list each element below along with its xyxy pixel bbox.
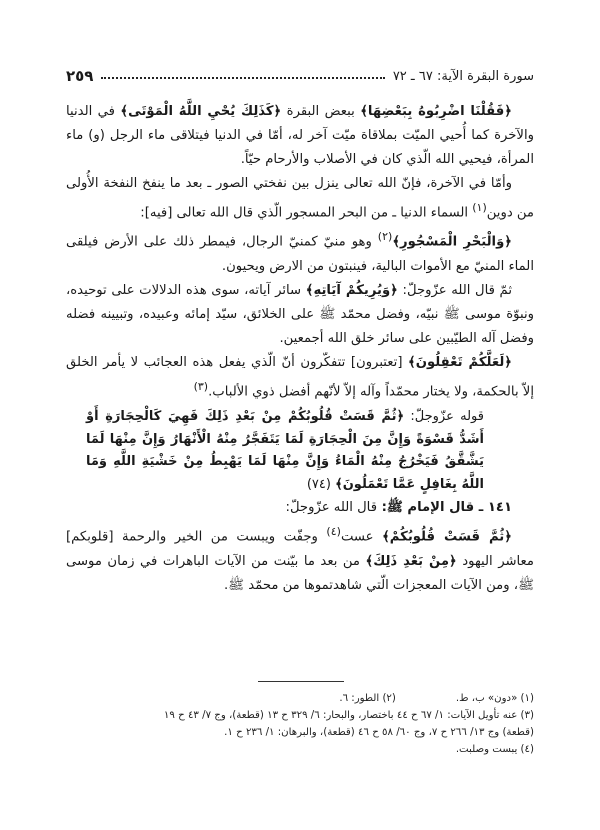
quran-quote: ﴿فَقُلْنَا اضْرِبُوهُ بِبَعْضِهَا﴾ [360,104,512,119]
footnote-4: (٤) يبست وصلبت. [455,744,534,755]
quran-quote: ﴿وَالْبَحْرِ الْمَسْجُورِ﴾ [392,234,512,250]
paragraph-text: [تعتبرون] تتفكّرون أنّ الّذي يفعل هذه العجائب لا يأمر الخلق إلاّ بالحكمة، ولا يختار محمّداً وآله إلاّ لأنّهم أفضل ذوي الألباب. [66,354,534,400]
page-header [66,64,534,88]
footnote-3-line-1: (٣) عنه تأويل الآيات: ١/ ٦٧ ح ٤٤ باختصار، والبحار: ٦/ ٣٢٩ ح ١٣ (قطعة)، وج ٧/ ٤٣ ح ١٩ [163,710,534,721]
footnote-separator [258,681,344,682]
paragraph-text: سائر آياته، سوى هذه الدلالات على توحيده، ونبوّة موسى ﷺ نبيّه، وفضل محمّد ﷺ على الخلائق، سيّد إمائه وعبيده، وتبيينه فضله وفضل آله الطيّبين على سائر خلق الله أجمعين. [66,282,534,346]
paragraph-2 [66,172,534,225]
paragraph-text: عست [340,529,383,545]
footnotes [66,690,534,758]
footnote-row [66,690,534,707]
hadith-number-label: ١٤١ ـ قال الإمام ﷺ: [377,500,512,516]
paragraph-text: ببعض البقرة [281,104,361,119]
paragraph-text: ثمّ قال الله عزّوجلّ: [397,282,512,298]
footnote-ref[interactable]: (١) [472,201,487,214]
footnote-ref[interactable]: (٣) [193,379,209,393]
paragraph-7 [66,520,534,597]
page-body [66,100,534,598]
quran-quote: ﴿وَيُرِيكُمْ آيَاتِهِ﴾ [305,282,398,298]
footnote-3-line-2: (قطعة) وج ١٣/ ٢٦٦ ح ٧، وج ٦٠/ ٥٨ ح ٤٦ (قطعة)، والبرهان: ١/ ٢٣٦ ح ١. [224,727,534,738]
paragraph-text: قال الله عزّوجلّ: [285,500,378,516]
paragraph-5 [66,351,534,404]
paragraph-text: من بعد ما بيّنت من الآيات الباهرات في زمان موسى ﷺ، ومن الآيات المعجزات الّتي شاهدتموها من محمّد ﷺ. [66,553,534,593]
paragraph-text: وجفّت ويبست من الخير والرحمة [قلوبكم] معاشر اليهود [66,529,534,569]
paragraph-text: وأمّا في الآخرة، فإنّ الله تعالى ينزل بين نفختي الصور ـ بعد ما ينفخ النفخة الأُولى من دوين [66,176,534,221]
paragraph-text: وهو منيّ كمنيّ الرجال، فيمطر ذلك على الأرض فيلقى الماء المنيّ مع الأموات البالية، فينبتون من الارض ويحيون. [66,234,534,274]
footnote-2: (٢) الطور: ٦. [339,693,396,704]
paragraph-text: في الدنيا والآخرة كما أُحيي الميّت بملاقاة ميّت آخر له، أمّا في الدنيا فيتلاقى ماء الرجل (و) ماء المرأة، فيحيي الله الّذي كان في الأصلاب والأرحام حيّاً. [66,104,534,167]
footnote-ref[interactable]: (٢) [377,230,393,244]
verse-text: ﴿ثُمَّ قَسَتْ قُلُوبُكُمْ مِنْ بَعْدِ ذَلِكَ فَهِيَ كَالْحِجَارَةِ أَوْ أَشَدُّ قَسْوَةً وَإِنَّ مِنَ الْحِجَارَةِ لَمَا يَتَفَجَّرُ مِنْهُ الْأَنْهَارُ وَإِنَّ مِنْهَا لَمَا يَشَّقَّقُ فَيَخْرُجُ مِنْهُ الْمَاءُ وَإِنَّ مِنْهَا لَمَا يَهْبِطُ مِنْ خَشْيَةِ اللَّهِ وَمَا اللَّهُ بِغَافِلٍ عَمَّا تَعْمَلُونَ﴾ [86,409,484,492]
quran-quote: ﴿كَذَلِكَ يُحْيِ اللَّهُ الْمَوْتَى﴾ [120,104,282,119]
quran-quote: ﴿مِنْ بَعْدِ ذَلِكَ﴾ [365,553,457,569]
verse-block [86,406,484,496]
footnote-ref[interactable]: (٤) [326,525,341,539]
paragraph-6 [66,496,534,520]
verse-intro: قوله عزّوجلّ: [404,409,484,425]
footnote-1: (١) «دون» ب، ط. [455,693,534,704]
verse-number: (٧٤) [306,476,336,492]
quran-quote: ﴿ثُمَّ قَسَتْ قُلُوبُكُمْ﴾ [382,529,512,545]
paragraph-text: السماء الدنيا ـ من البحر المسجور الّذي قال الله تعالى [فيه]: [140,205,473,221]
page-number: ٢٥٩ [66,67,94,85]
paragraph-3 [66,225,534,278]
paragraph-4 [66,279,534,351]
running-title: سورة البقرة الآية: ٦٧ ـ ٧٢ [392,68,534,84]
header-dotted-rule [101,77,384,79]
quran-quote: ﴿لَعَلَّكُمْ تَعْقِلُونَ﴾ [408,354,512,370]
paragraph-1 [66,100,534,172]
